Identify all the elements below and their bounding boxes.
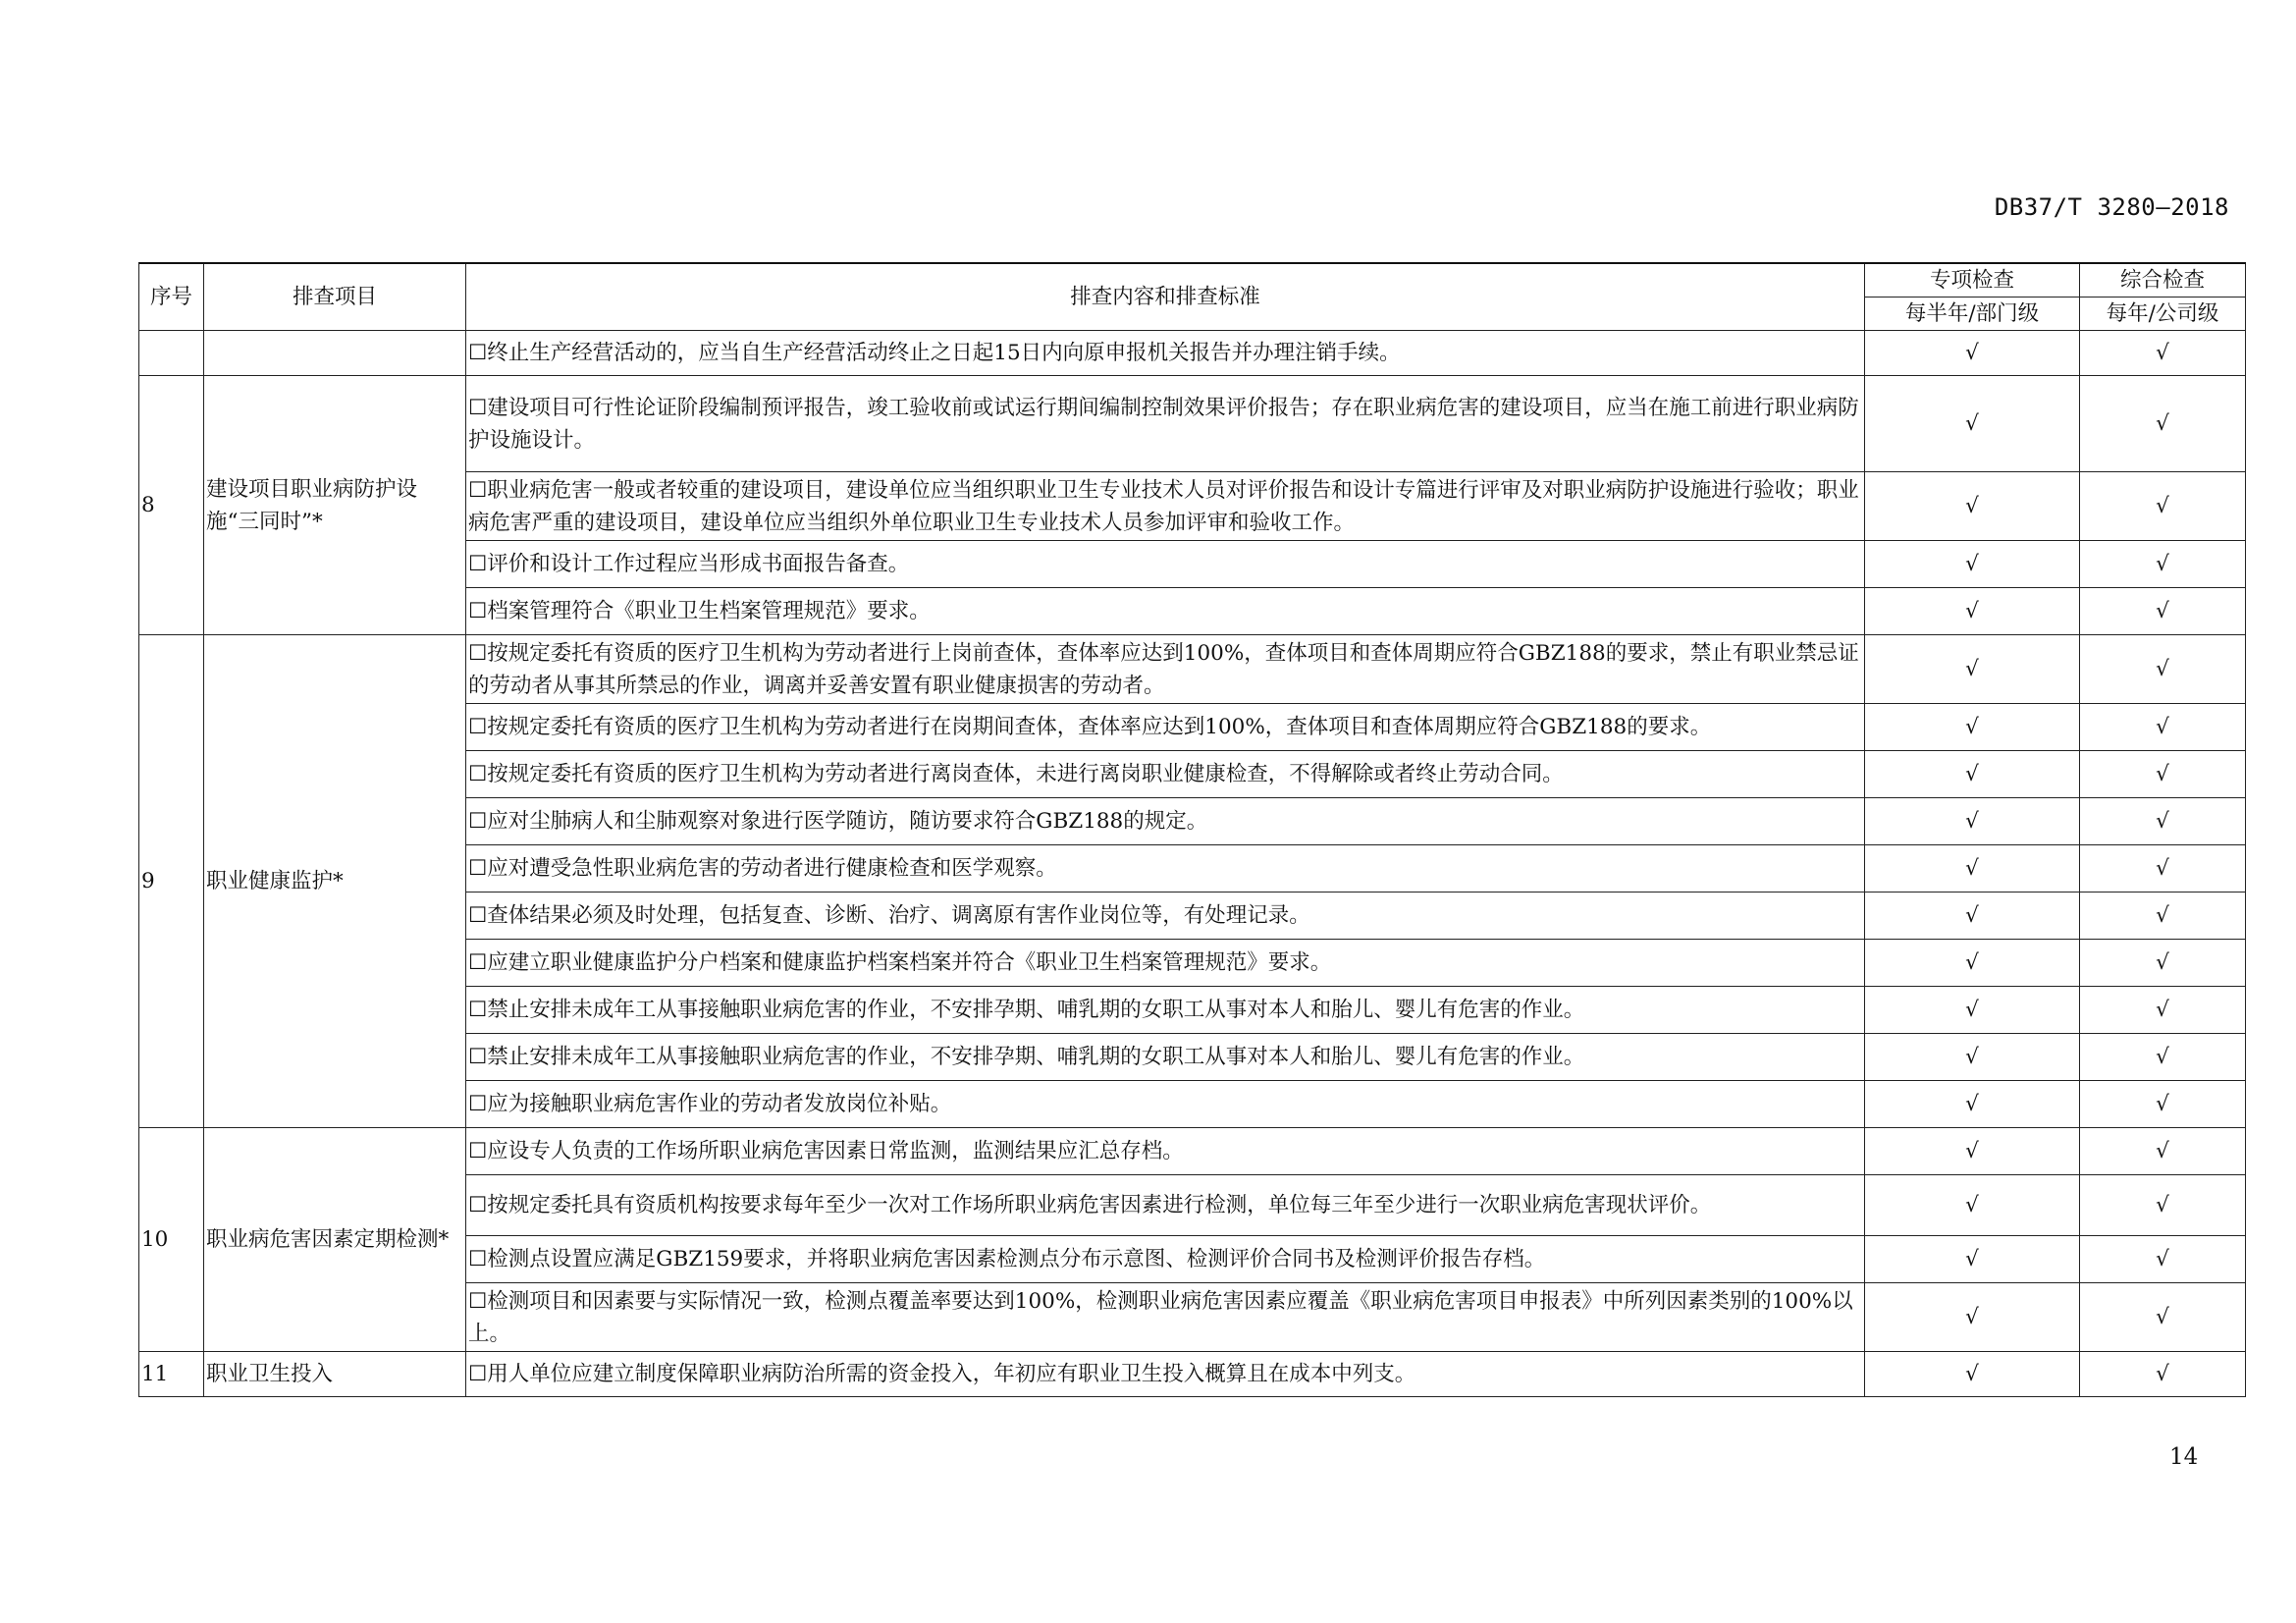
inspection-content: ☐禁止安排未成年工从事接触职业病危害的作业，不安排孕期、哺乳期的女职工从事对本人和胎儿、婴儿有危害的作业。 (466, 987, 1865, 1034)
special-check-mark: √ (1865, 1128, 2080, 1175)
table-body (139, 331, 2246, 1397)
inspection-table (138, 262, 2246, 1397)
table-row (139, 1352, 2246, 1397)
general-check-mark: √ (2080, 798, 2246, 845)
general-check-mark: √ (2080, 893, 2246, 940)
row-number (139, 331, 204, 376)
header-special-sub: 每半年/部门级 (1865, 298, 2080, 331)
header-item: 排查项目 (204, 263, 466, 331)
table-header (139, 263, 2246, 331)
special-check-mark: √ (1865, 940, 2080, 987)
general-check-mark: √ (2080, 1236, 2246, 1283)
header-general-sub: 每年/公司级 (2080, 298, 2246, 331)
inspection-content: ☐评价和设计工作过程应当形成书面报告备查。 (466, 541, 1865, 588)
general-check-mark: √ (2080, 751, 2246, 798)
inspection-item: 职业健康监护* (204, 635, 466, 1128)
special-check-mark: √ (1865, 987, 2080, 1034)
general-check-mark: √ (2080, 1128, 2246, 1175)
special-check-mark: √ (1865, 893, 2080, 940)
inspection-content: ☐建设项目可行性论证阶段编制预评报告，竣工验收前或试运行期间编制控制效果评价报告；存在职业病危害的建设项目，应当在施工前进行职业病防护设施设计。 (466, 376, 1865, 472)
inspection-content: ☐禁止安排未成年工从事接触职业病危害的作业，不安排孕期、哺乳期的女职工从事对本人和胎儿、婴儿有危害的作业。 (466, 1034, 1865, 1081)
inspection-content: ☐用人单位应建立制度保障职业病防治所需的资金投入，年初应有职业卫生投入概算且在成本中列支。 (466, 1352, 1865, 1397)
special-check-mark: √ (1865, 798, 2080, 845)
row-number: 10 (139, 1128, 204, 1352)
special-check-mark: √ (1865, 541, 2080, 588)
inspection-content: ☐按规定委托有资质的医疗卫生机构为劳动者进行上岗前查体，查体率应达到100%，查体项目和查体周期应符合GBZ188的要求，禁止有职业禁忌证的劳动者从事其所禁忌的作业，调离并妥善安置有职业健康损害的劳动者。 (466, 635, 1865, 704)
header-content: 排查内容和排查标准 (466, 263, 1865, 331)
row-number: 9 (139, 635, 204, 1128)
inspection-item: 建设项目职业病防护设施“三同时”* (204, 376, 466, 635)
table-row (139, 331, 2246, 376)
general-check-mark: √ (2080, 541, 2246, 588)
inspection-content: ☐应对尘肺病人和尘肺观察对象进行医学随访，随访要求符合GBZ188的规定。 (466, 798, 1865, 845)
special-check-mark: √ (1865, 635, 2080, 704)
inspection-content: ☐按规定委托有资质的医疗卫生机构为劳动者进行离岗查体，未进行离岗职业健康检查，不得解除或者终止劳动合同。 (466, 751, 1865, 798)
general-check-mark: √ (2080, 1283, 2246, 1352)
inspection-content: ☐档案管理符合《职业卫生档案管理规范》要求。 (466, 588, 1865, 635)
inspection-item: 职业卫生投入 (204, 1352, 466, 1397)
inspection-content: ☐查体结果必须及时处理，包括复查、诊断、治疗、调离原有害作业岗位等，有处理记录。 (466, 893, 1865, 940)
special-check-mark: √ (1865, 331, 2080, 376)
inspection-item (204, 331, 466, 376)
inspection-content: ☐检测点设置应满足GBZ159要求，并将职业病危害因素检测点分布示意图、检测评价合同书及检测评价报告存档。 (466, 1236, 1865, 1283)
general-check-mark: √ (2080, 635, 2246, 704)
table-row (139, 376, 2246, 472)
general-check-mark: √ (2080, 704, 2246, 751)
general-check-mark: √ (2080, 1175, 2246, 1236)
row-number: 8 (139, 376, 204, 635)
special-check-mark: √ (1865, 751, 2080, 798)
general-check-mark: √ (2080, 940, 2246, 987)
special-check-mark: √ (1865, 472, 2080, 541)
header-special: 专项检查 (1865, 263, 2080, 298)
special-check-mark: √ (1865, 1236, 2080, 1283)
general-check-mark: √ (2080, 588, 2246, 635)
special-check-mark: √ (1865, 1352, 2080, 1397)
special-check-mark: √ (1865, 376, 2080, 472)
inspection-content: ☐按规定委托有资质的医疗卫生机构为劳动者进行在岗期间查体，查体率应达到100%，查体项目和查体周期应符合GBZ188的要求。 (466, 704, 1865, 751)
table-row (139, 1128, 2246, 1175)
special-check-mark: √ (1865, 588, 2080, 635)
inspection-content: ☐应建立职业健康监护分户档案和健康监护档案档案并符合《职业卫生档案管理规范》要求。 (466, 940, 1865, 987)
general-check-mark: √ (2080, 1034, 2246, 1081)
special-check-mark: √ (1865, 1081, 2080, 1128)
inspection-content: ☐应对遭受急性职业病危害的劳动者进行健康检查和医学观察。 (466, 845, 1865, 893)
special-check-mark: √ (1865, 845, 2080, 893)
special-check-mark: √ (1865, 1283, 2080, 1352)
inspection-content: ☐按规定委托具有资质机构按要求每年至少一次对工作场所职业病危害因素进行检测，单位每三年至少进行一次职业病危害现状评价。 (466, 1175, 1865, 1236)
header-no: 序号 (139, 263, 204, 331)
general-check-mark: √ (2080, 472, 2246, 541)
inspection-content: ☐检测项目和因素要与实际情况一致，检测点覆盖率要达到100%，检测职业病危害因素应覆盖《职业病危害项目申报表》中所列因素类别的100%以上。 (466, 1283, 1865, 1352)
table-row (139, 635, 2246, 704)
general-check-mark: √ (2080, 845, 2246, 893)
general-check-mark: √ (2080, 987, 2246, 1034)
page-number: 14 (2169, 1444, 2199, 1470)
document-code: DB37/T 3280—2018 (1994, 193, 2229, 221)
general-check-mark: √ (2080, 331, 2246, 376)
special-check-mark: √ (1865, 1034, 2080, 1081)
inspection-content: ☐职业病危害一般或者较重的建设项目，建设单位应当组织职业卫生专业技术人员对评价报告和设计专篇进行评审及对职业病防护设施进行验收；职业病危害严重的建设项目，建设单位应当组织外单位职业卫生专业技术人员参加评审和验收工作。 (466, 472, 1865, 541)
general-check-mark: √ (2080, 1081, 2246, 1128)
special-check-mark: √ (1865, 704, 2080, 751)
inspection-content: ☐应设专人负责的工作场所职业病危害因素日常监测，监测结果应汇总存档。 (466, 1128, 1865, 1175)
special-check-mark: √ (1865, 1175, 2080, 1236)
inspection-item: 职业病危害因素定期检测* (204, 1128, 466, 1352)
inspection-content: ☐终止生产经营活动的，应当自生产经营活动终止之日起15日内向原申报机关报告并办理注销手续。 (466, 331, 1865, 376)
general-check-mark: √ (2080, 376, 2246, 472)
row-number: 11 (139, 1352, 204, 1397)
inspection-content: ☐应为接触职业病危害作业的劳动者发放岗位补贴。 (466, 1081, 1865, 1128)
general-check-mark: √ (2080, 1352, 2246, 1397)
header-general: 综合检查 (2080, 263, 2246, 298)
